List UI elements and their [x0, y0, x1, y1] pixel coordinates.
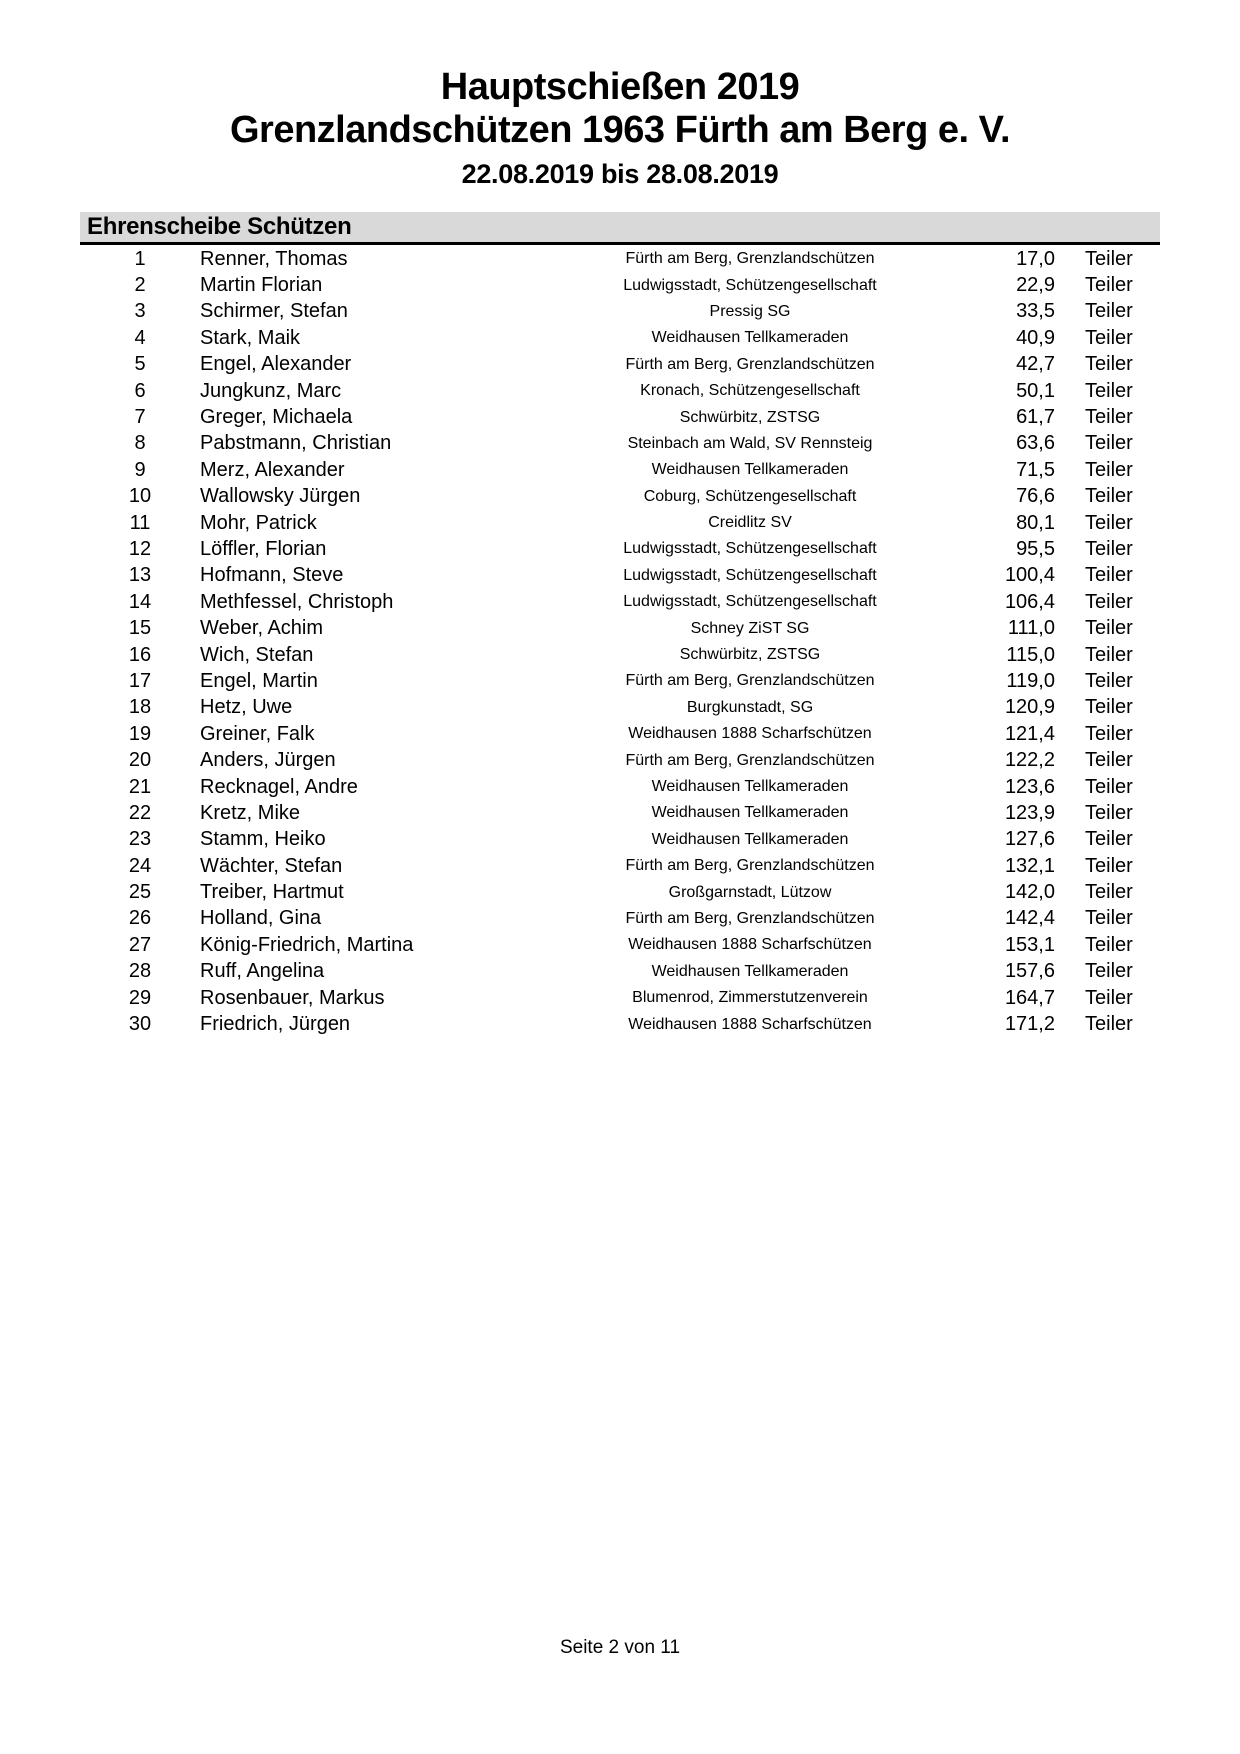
table-row — [80, 352, 1160, 378]
shooter-name: Greger, Michaela — [200, 406, 353, 429]
section-header-bar — [80, 212, 1160, 245]
rank-cell: 22 — [128, 801, 152, 824]
rank-cell: 21 — [128, 775, 152, 798]
score-unit-label: Teiler — [1085, 300, 1133, 323]
score-value: 50,1 — [1016, 379, 1055, 402]
table-row — [80, 932, 1160, 958]
table-row — [80, 431, 1160, 457]
score-unit-label: Teiler — [1085, 881, 1133, 904]
table-row — [80, 959, 1160, 985]
score-value: 106,4 — [1004, 590, 1055, 613]
page-number: Seite 2 von 11 — [559, 1637, 681, 1658]
table-row — [80, 404, 1160, 430]
rank-cell: 26 — [128, 907, 152, 930]
rank-cell: 6 — [134, 379, 146, 402]
rank-cell: 3 — [134, 300, 146, 323]
score-value: 121,4 — [1004, 722, 1055, 745]
rank-cell: 7 — [134, 406, 146, 429]
score-unit-label: Teiler — [1085, 801, 1133, 824]
club-name: Fürth am Berg, Grenzlandschützen — [625, 250, 875, 268]
club-name: Schney ZiST SG — [690, 619, 810, 637]
shooter-name: Pabstmann, Christian — [200, 432, 392, 455]
shooter-name: Mohr, Patrick — [200, 511, 317, 534]
document-subtitle: Grenzlandschützen 1963 Fürth am Berg e. V. — [229, 109, 1011, 151]
score-unit-label: Teiler — [1085, 696, 1133, 719]
score-value: 80,1 — [1016, 511, 1055, 534]
club-name: Ludwigsstadt, Schützengesellschaft — [623, 540, 877, 558]
rank-cell: 15 — [128, 617, 152, 640]
score-value: 71,5 — [1016, 458, 1055, 481]
table-row — [80, 827, 1160, 853]
table-row — [80, 484, 1160, 510]
table-row — [80, 642, 1160, 668]
shooter-name: Friedrich, Jürgen — [200, 1013, 351, 1036]
shooter-name: Jungkunz, Marc — [200, 379, 342, 402]
rank-cell: 30 — [128, 1013, 152, 1036]
score-value: 76,6 — [1016, 485, 1055, 508]
date-range: 22.08.2019 bis 28.08.2019 — [461, 159, 779, 189]
table-row — [80, 536, 1160, 562]
table-row — [80, 695, 1160, 721]
score-value: 61,7 — [1016, 406, 1055, 429]
shooter-name: Hofmann, Steve — [200, 564, 344, 587]
score-unit-label: Teiler — [1085, 933, 1133, 956]
score-unit-label: Teiler — [1085, 353, 1133, 376]
score-value: 63,6 — [1016, 432, 1055, 455]
shooter-name: Löffler, Florian — [200, 537, 327, 560]
section-title: Ehrenscheibe Schützen — [87, 213, 352, 240]
rank-cell: 18 — [128, 696, 152, 719]
shooter-name: Weber, Achim — [200, 617, 324, 640]
shooter-name: Wich, Stefan — [200, 643, 314, 666]
score-value: 111,0 — [1007, 617, 1055, 640]
club-name: Weidhausen Tellkameraden — [651, 804, 849, 822]
shooter-name: Martin Florian — [200, 274, 323, 297]
score-unit-label: Teiler — [1085, 643, 1133, 666]
shooter-name: Greiner, Falk — [200, 722, 315, 745]
rank-cell: 8 — [134, 432, 146, 455]
score-value: 122,2 — [1004, 749, 1055, 772]
club-name: Ludwigsstadt, Schützengesellschaft — [623, 593, 877, 611]
score-value: 42,7 — [1016, 353, 1055, 376]
shooter-name: Anders, Jürgen — [200, 749, 336, 772]
table-row — [80, 325, 1160, 351]
shooter-name: Kretz, Mike — [200, 801, 301, 824]
score-unit-label: Teiler — [1085, 485, 1133, 508]
score-value: 153,1 — [1004, 933, 1055, 956]
score-value: 120,9 — [1004, 696, 1055, 719]
club-name: Weidhausen 1888 Scharfschützen — [628, 725, 872, 743]
shooter-name: Wächter, Stefan — [200, 854, 343, 877]
club-name: Weidhausen Tellkameraden — [651, 962, 849, 980]
shooter-name: Stark, Maik — [200, 326, 301, 349]
club-name: Creidlitz SV — [708, 514, 792, 532]
score-value: 119,0 — [1006, 669, 1055, 692]
rank-cell: 25 — [128, 881, 152, 904]
club-name: Fürth am Berg, Grenzlandschützen — [625, 751, 875, 769]
score-unit-label: Teiler — [1085, 537, 1133, 560]
score-value: 171,2 — [1004, 1013, 1055, 1036]
score-unit-label: Teiler — [1085, 669, 1133, 692]
shooter-name: Ruff, Angelina — [200, 960, 325, 983]
rank-cell: 28 — [128, 960, 152, 983]
club-name: Fürth am Berg, Grenzlandschützen — [625, 857, 875, 875]
score-unit-label: Teiler — [1085, 617, 1133, 640]
score-unit-label: Teiler — [1085, 749, 1133, 772]
score-unit-label: Teiler — [1085, 564, 1133, 587]
club-name: Fürth am Berg, Grenzlandschützen — [625, 909, 875, 927]
score-value: 100,4 — [1004, 564, 1055, 587]
table-row — [80, 721, 1160, 747]
shooter-name: Treiber, Hartmut — [200, 881, 344, 904]
club-name: Pressig SG — [709, 302, 791, 320]
table-row — [80, 563, 1160, 589]
rank-cell: 27 — [128, 933, 152, 956]
club-name: Ludwigsstadt, Schützengesellschaft — [623, 566, 877, 584]
club-name: Blumenrod, Zimmerstutzenverein — [632, 989, 868, 1007]
club-name: Fürth am Berg, Grenzlandschützen — [625, 355, 875, 373]
rank-cell: 16 — [128, 643, 152, 666]
rank-cell: 19 — [128, 722, 152, 745]
club-name: Kronach, Schützengesellschaft — [640, 382, 860, 400]
rank-cell: 5 — [134, 353, 146, 376]
rank-cell: 20 — [128, 749, 152, 772]
score-unit-label: Teiler — [1085, 458, 1133, 481]
score-value: 17,0 — [1016, 247, 1055, 270]
rank-cell: 24 — [128, 854, 152, 877]
score-unit-label: Teiler — [1085, 432, 1133, 455]
score-unit-label: Teiler — [1085, 406, 1133, 429]
score-unit-label: Teiler — [1085, 247, 1133, 270]
results-table — [80, 246, 1160, 1038]
score-value: 22,9 — [1016, 274, 1055, 297]
score-unit-label: Teiler — [1085, 960, 1133, 983]
shooter-name: Hetz, Uwe — [200, 696, 293, 719]
club-name: Steinbach am Wald, SV Rennsteig — [627, 434, 873, 452]
club-name: Schwürbitz, ZSTSG — [679, 646, 821, 664]
document-header — [0, 0, 1240, 191]
score-value: 127,6 — [1004, 828, 1055, 851]
score-unit-label: Teiler — [1085, 379, 1133, 402]
club-name: Weidhausen 1888 Scharfschützen — [628, 936, 872, 954]
score-unit-label: Teiler — [1085, 775, 1133, 798]
score-unit-label: Teiler — [1085, 511, 1133, 534]
shooter-name: Wallowsky Jürgen — [200, 485, 361, 508]
score-value: 40,9 — [1016, 326, 1055, 349]
shooter-name: Rosenbauer, Markus — [200, 986, 385, 1009]
club-name: Weidhausen Tellkameraden — [651, 461, 849, 479]
score-unit-label: Teiler — [1085, 907, 1133, 930]
club-name: Großgarnstadt, Lützow — [668, 883, 832, 901]
rank-cell: 23 — [128, 828, 152, 851]
table-row — [80, 510, 1160, 536]
rank-cell: 10 — [128, 485, 152, 508]
table-row — [80, 800, 1160, 826]
shooter-name: Holland, Gina — [200, 907, 322, 930]
rank-cell: 13 — [128, 564, 152, 587]
score-value: 33,5 — [1016, 300, 1055, 323]
score-unit-label: Teiler — [1085, 1013, 1133, 1036]
table-row — [80, 985, 1160, 1011]
table-row — [80, 457, 1160, 483]
score-value: 157,6 — [1004, 960, 1055, 983]
club-name: Fürth am Berg, Grenzlandschützen — [625, 672, 875, 690]
score-value: 115,0 — [1006, 643, 1055, 666]
table-row — [80, 774, 1160, 800]
rank-cell: 9 — [134, 458, 146, 481]
table-row — [80, 747, 1160, 773]
score-value: 142,0 — [1004, 881, 1055, 904]
club-name: Coburg, Schützengesellschaft — [643, 487, 857, 505]
score-value: 132,1 — [1004, 854, 1055, 877]
table-row — [80, 879, 1160, 905]
score-unit-label: Teiler — [1085, 986, 1133, 1009]
table-row — [80, 246, 1160, 272]
rank-cell: 29 — [128, 986, 152, 1009]
rank-cell: 4 — [134, 326, 146, 349]
score-value: 123,6 — [1004, 775, 1055, 798]
shooter-name: Schirmer, Stefan — [200, 300, 348, 323]
document-footer — [0, 1637, 1240, 1659]
shooter-name: Stamm, Heiko — [200, 828, 326, 851]
rank-cell: 12 — [128, 537, 152, 560]
score-unit-label: Teiler — [1085, 590, 1133, 613]
score-unit-label: Teiler — [1085, 854, 1133, 877]
rank-cell: 1 — [134, 247, 146, 270]
document-title: Hauptschießen 2019 — [440, 66, 800, 108]
club-name: Burgkunstadt, SG — [686, 698, 814, 716]
table-row — [80, 668, 1160, 694]
club-name: Weidhausen Tellkameraden — [651, 329, 849, 347]
score-unit-label: Teiler — [1085, 828, 1133, 851]
shooter-name: Recknagel, Andre — [200, 775, 358, 798]
score-unit-label: Teiler — [1085, 722, 1133, 745]
shooter-name: Engel, Alexander — [200, 353, 352, 376]
score-value: 164,7 — [1004, 986, 1055, 1009]
rank-cell: 17 — [128, 669, 152, 692]
table-row — [80, 272, 1160, 298]
rank-cell: 11 — [129, 511, 151, 534]
rank-cell: 14 — [128, 590, 152, 613]
table-row — [80, 853, 1160, 879]
club-name: Weidhausen 1888 Scharfschützen — [628, 1015, 872, 1033]
club-name: Schwürbitz, ZSTSG — [679, 408, 821, 426]
table-row — [80, 906, 1160, 932]
shooter-name: Renner, Thomas — [200, 247, 348, 270]
table-row — [80, 378, 1160, 404]
shooter-name: Engel, Martin — [200, 669, 318, 692]
score-value: 142,4 — [1004, 907, 1055, 930]
table-row — [80, 589, 1160, 615]
shooter-name: Methfessel, Christoph — [200, 590, 394, 613]
club-name: Ludwigsstadt, Schützengesellschaft — [623, 276, 877, 294]
rank-cell: 2 — [134, 274, 146, 297]
table-row — [80, 1011, 1160, 1037]
table-row — [80, 615, 1160, 641]
score-unit-label: Teiler — [1085, 326, 1133, 349]
club-name: Weidhausen Tellkameraden — [651, 830, 849, 848]
shooter-name: Merz, Alexander — [200, 458, 345, 481]
club-name: Weidhausen Tellkameraden — [651, 778, 849, 795]
shooter-name: König-Friedrich, Martina — [200, 933, 414, 956]
table-row — [80, 299, 1160, 325]
score-unit-label: Teiler — [1085, 274, 1133, 297]
score-value: 123,9 — [1004, 801, 1055, 824]
score-value: 95,5 — [1016, 537, 1055, 560]
